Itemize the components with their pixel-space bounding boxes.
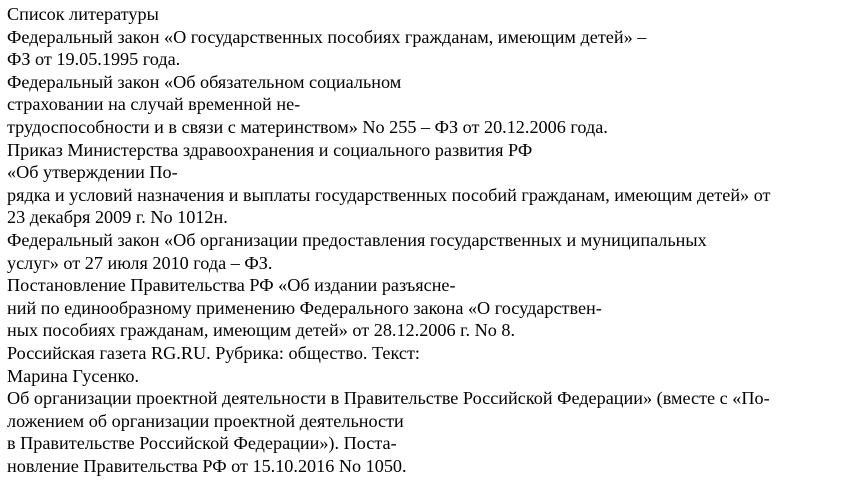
bibliography-line: Постановление Правительства РФ «Об издании разъясне- <box>7 275 456 296</box>
bibliography-line: ФЗ от 19.05.1995 года. <box>7 49 181 70</box>
bibliography-line: Федеральный закон «Об обязательном социальном <box>7 71 402 92</box>
bibliography-line: рядка и условий назначения и выплаты государственных пособий гражданам, имеющим детей» от <box>7 184 771 205</box>
bibliography-heading: Список литературы <box>7 4 159 24</box>
bibliography-line: Марина Гусенко. <box>7 365 139 386</box>
bibliography-line: «Об утверждении По- <box>7 162 178 183</box>
bibliography-line: Приказ Министерства здравоохранения и социального развития РФ <box>7 139 533 160</box>
bibliography-line: в Правительстве Российской Федерации»). Поста- <box>7 433 397 454</box>
bibliography-line: Российская газета RG.RU. Рубрика: общество. Текст: <box>7 342 420 363</box>
bibliography-line: 23 декабря 2009 г. No 1012н. <box>7 207 228 228</box>
bibliography-line: услуг» от 27 июля 2010 года – ФЗ. <box>7 252 273 273</box>
bibliography-line: Федеральный закон «О государственных пособиях гражданам, имеющим детей» – <box>7 26 647 47</box>
bibliography-line: ний по единообразному применению Федерального закона «О государствен- <box>7 297 602 318</box>
bibliography-line: ложением об организации проектной деятельности <box>7 410 404 431</box>
bibliography-line: новление Правительства РФ от 15.10.2016 No 1050. <box>7 455 407 476</box>
bibliography-line: ных пособиях гражданам, имеющим детей» от 28.12.2006 г. No 8. <box>7 320 516 341</box>
bibliography-line: трудоспособности и в связи с материнством» No 255 – ФЗ от 20.12.2006 года. <box>7 116 608 137</box>
bibliography-line: Об организации проектной деятельности в Правительстве Российской Федерации» (вместе с «По- <box>7 388 770 409</box>
bibliography-document <box>7 3 857 477</box>
bibliography-line: Федеральный закон «Об организации предоставления государственных и муниципальных <box>7 229 707 250</box>
bibliography-line: страховании на случай временной не- <box>7 94 301 115</box>
